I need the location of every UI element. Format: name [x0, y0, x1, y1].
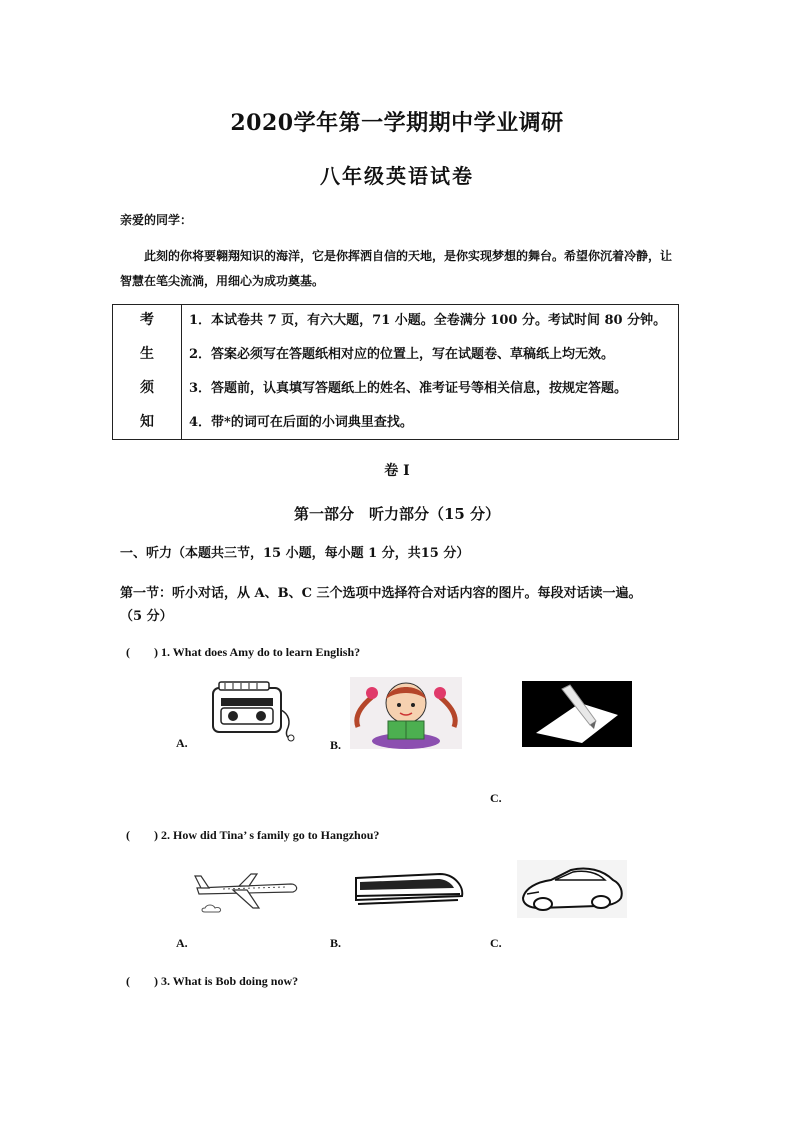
question-1: ( ) 1. What does Amy do to learn English? [126, 645, 361, 659]
notice-label-char: 须 [140, 380, 154, 396]
car-icon [517, 860, 627, 918]
option-a-label: A. [176, 736, 188, 750]
notice-label-column [113, 305, 182, 439]
girl-reading-icon [350, 677, 462, 749]
question-3: ( ) 3. What is Bob doing now? [126, 974, 299, 988]
option-c-label: C. [490, 936, 502, 950]
notice-label-char: 知 [140, 414, 154, 430]
subsection-instructions: 第一节：听小对话，从 A、B、C 三个选项中选择符合对话内容的图片。每段对话读一遍。 [120, 586, 642, 601]
greeting: 亲爱的同学： [120, 213, 193, 227]
notice-label-char: 考 [140, 312, 154, 328]
intro-paragraph: 此刻的你将要翱翔知识的海洋，它是你挥洒自信的天地，是你实现梦想的舞台。希望你沉着冷静，让智慧在笔尖流淌，用细心为成功奠基。 [120, 249, 673, 288]
notice-item: 3．答题前，认真填写答题纸上的姓名、准考证号等相关信息，按规定答题。 [189, 381, 628, 396]
airplane-icon [193, 868, 301, 916]
notice-item: 1．本试卷共 7 页，有六大题，71 小题。全卷满分 100 分。考试时间 80 分钟。 [189, 313, 667, 328]
option-b-label: B. [330, 936, 342, 950]
notice-label-char: 生 [140, 346, 154, 362]
notice-item: 4．带*的词可在后面的小词典里查找。 [189, 415, 413, 430]
notice-box [112, 304, 679, 440]
train-icon [354, 866, 466, 910]
exam-subtitle: 八年级英语试卷 [320, 164, 474, 188]
cassette-player-icon [205, 680, 297, 744]
subsection-instructions-cont: （5 分） [120, 609, 173, 624]
notice-item: 2．答案必须写在答题纸相对应的位置上，写在试题卷、草稿纸上均无效。 [189, 347, 615, 362]
pen-writing-icon [522, 681, 632, 747]
part-heading: 第一部分 听力部分（15 分） [293, 505, 501, 523]
option-c-label: C. [490, 791, 502, 805]
option-b-label: B. [330, 738, 342, 752]
exam-title: 2020学年第一学期期中学业调研 [230, 110, 564, 136]
section-heading: 一、听力（本题共三节，15 小题，每小题 1 分，共15 分） [120, 546, 470, 561]
option-a-label: A. [176, 936, 188, 950]
volume-heading: 卷 I [384, 463, 410, 479]
question-2: ( ) 2. How did Tina’ s family go to Hangzhou? [126, 828, 380, 842]
